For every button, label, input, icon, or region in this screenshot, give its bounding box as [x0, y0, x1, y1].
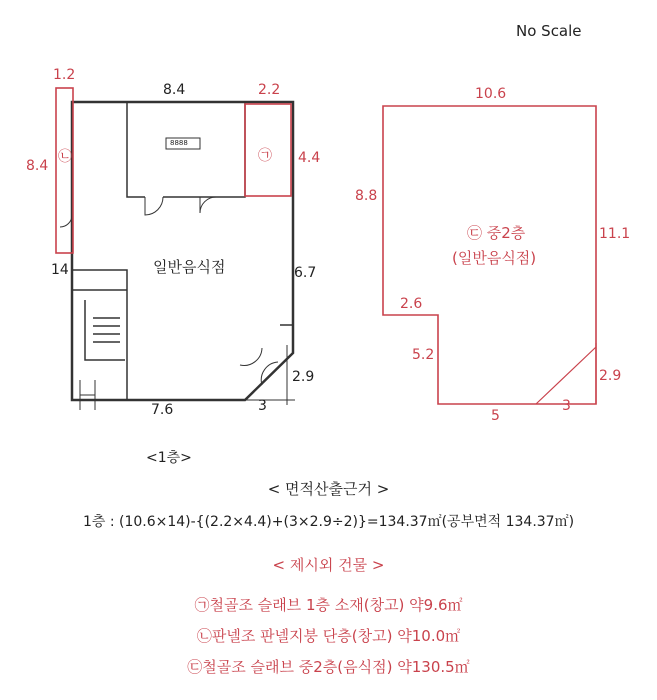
mark-a: ㉠ [258, 148, 272, 164]
extra-title: < 제시외 건물 > [272, 556, 385, 574]
dim-bottom: 7.6 [151, 402, 174, 418]
dim-diag-v: 2.9 [292, 369, 315, 385]
calc-formula: 1층 : (10.6×14)-{(2.2×4.4)+(3×2.9÷2)}=134.37㎡(공부면적 134.37㎡) [82, 514, 575, 530]
dim-diag-h: 3 [258, 398, 267, 414]
extra-item-2: ㉡판넬조 판넬지붕 단층(창고) 약10.0㎡ [196, 627, 461, 645]
extra-item-3: ㉢철골조 슬래브 중2층(음식점) 약130.5㎡ [187, 658, 470, 676]
dim-right-small: 4.4 [298, 150, 321, 166]
f2-dim-top: 10.6 [475, 86, 507, 102]
f2-label-2: (일반음식점) [452, 249, 537, 267]
dim-right-small-top: 2.2 [258, 82, 281, 98]
floor1-caption: <1층> [146, 450, 192, 466]
calc-title: < 면적산출근거 > [267, 480, 390, 498]
f2-dim-step-v: 5.2 [412, 347, 435, 363]
f2-label-1: ㉢ 중2층 [467, 224, 526, 242]
dim-left-step: 14 [51, 262, 69, 278]
f2-dim-diag-h: 3 [562, 398, 571, 414]
scale-note: No Scale [516, 22, 582, 40]
dim-left-annex: 8.4 [26, 158, 49, 174]
f2-dim-step-h: 2.6 [400, 296, 423, 312]
f2-dim-diag-v: 2.9 [599, 368, 622, 384]
dim-left-annex-top: 1.2 [53, 67, 76, 83]
mark-b: ㉡ [58, 149, 72, 165]
dim-top: 8.4 [163, 82, 186, 98]
f2-dim-bottom: 5 [491, 408, 500, 424]
extra-item-1: ㉠철골조 슬래브 1층 소재(창고) 약9.6㎡ [194, 596, 463, 614]
floor2-diag [536, 343, 596, 404]
f2-dim-right: 11.1 [599, 226, 631, 242]
f2-dim-left: 8.8 [355, 188, 378, 204]
dim-right-mid: 6.7 [294, 265, 317, 281]
room-label: 일반음식점 [153, 258, 226, 276]
sign-text: 8888 [170, 139, 188, 147]
